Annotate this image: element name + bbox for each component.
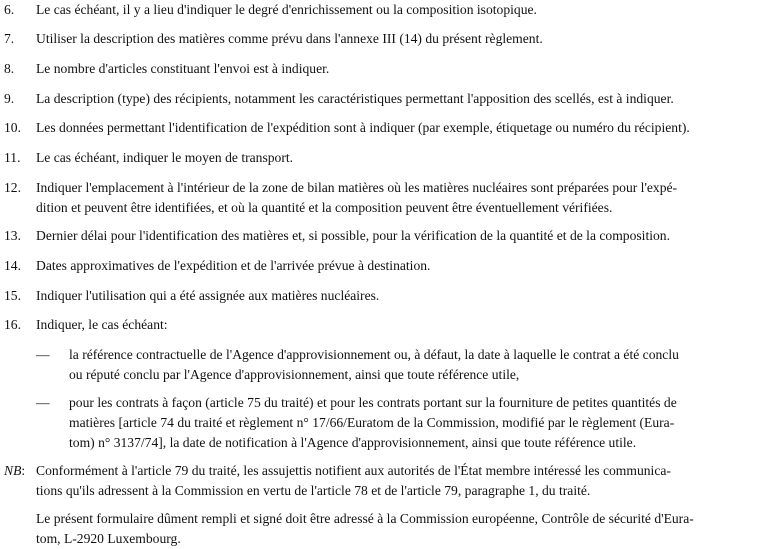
sub-item-text — [69, 393, 764, 453]
item-line: Indiquer, le cas échéant: — [36, 317, 168, 332]
item-number: 15. — [4, 288, 21, 303]
closing-line: tom, L-2920 Luxembourg. — [36, 531, 181, 546]
item-line: Les données permettant l'identification de l'expédition sont à indiquer (par exemple, étiquetage ou numéro du récipient). — [36, 120, 690, 135]
nb-label-text: NB — [4, 463, 22, 478]
item-number: 11. — [4, 150, 21, 165]
item-line: Dernier délai pour l'identification des matières et, si possible, pour la vérification de la quantité et de la composition. — [36, 228, 670, 243]
item-number: 6. — [4, 2, 15, 17]
item-number: 16. — [4, 317, 21, 332]
item-line: pour les contrats à façon (article 75 du traité) et pour les contrats portant sur la fourniture de petites quantités de — [69, 395, 677, 410]
item-number: 9. — [4, 91, 15, 106]
item-text — [36, 89, 764, 109]
item-text — [36, 315, 764, 335]
item-number: 12. — [4, 180, 21, 195]
nb-colon: : — [21, 463, 26, 478]
item-line: Indiquer l'utilisation qui a été assignée aux matières nucléaires. — [36, 288, 380, 303]
closing-text — [36, 509, 764, 549]
item-text — [36, 118, 764, 138]
item-line: Utiliser la description des matières comme prévu dans l'annexe III (14) du présent règlement. — [36, 31, 543, 46]
dash-bullet: — — [36, 395, 50, 410]
item-line: Le cas échéant, indiquer le moyen de transport. — [36, 150, 294, 165]
item-text — [36, 256, 764, 276]
item-number: 14. — [4, 258, 21, 273]
item-line: Le nombre d'articles constituant l'envoi est à indiquer. — [36, 61, 330, 76]
closing-line: Le présent formulaire dûment rempli et signé doit être adressé à la Commission européenne, Contrôle de sécurité d'Eura- — [36, 511, 694, 526]
nb-line: Conformément à l'article 79 du traité, les assujettis notifient aux autorités de l'État membre intéressé les communica- — [36, 463, 671, 478]
item-number: 13. — [4, 228, 21, 243]
item-number: 8. — [4, 61, 15, 76]
item-line: Dates approximatives de l'expédition et de l'arrivée prévue à destination. — [36, 258, 431, 273]
item-line: tom) n° 3137/74], la date de notification à l'Agence d'approvisionnement, ainsi que toute référence utile. — [69, 435, 637, 450]
item-text — [36, 286, 764, 306]
item-line: Le cas échéant, il y a lieu d'indiquer le degré d'enrichissement ou la composition isotopique. — [36, 2, 537, 17]
item-text — [36, 29, 764, 49]
item-line: la référence contractuelle de l'Agence d'approvisionnement ou, à défaut, la date à laquelle le contrat a été conclu — [69, 347, 679, 362]
nb-text — [36, 461, 764, 501]
item-line: dition et peuvent être identifiées, et où la quantité et la composition peuvent être éventuellement vérifiées. — [36, 200, 613, 215]
item-number: 7. — [4, 31, 15, 46]
sub-item-text — [69, 345, 764, 385]
item-line: La description (type) des récipients, notamment les caractéristiques permettant l'apposition des scellés, est à indiquer. — [36, 91, 674, 106]
item-text — [36, 59, 764, 79]
item-number: 10. — [4, 120, 21, 135]
item-text — [36, 226, 764, 246]
dash-bullet: — — [36, 347, 50, 362]
nb-line: tions qu'ils adressent à la Commission en vertu de l'article 78 et de l'article 79, paragraphe 1, du traité. — [36, 483, 591, 498]
item-text — [36, 148, 764, 168]
nb-label — [4, 461, 25, 481]
item-line: Indiquer l'emplacement à l'intérieur de la zone de bilan matières où les matières nucléaires sont préparées pour l'expé- — [36, 180, 678, 195]
item-line: ou réputé conclu par l'Agence d'approvisionnement, ainsi que toute référence utile, — [69, 367, 520, 382]
item-text — [36, 178, 764, 218]
item-line: matières [article 74 du traité et règlement n° 17/66/Euratom de la Commission, modifié par le règlement (Eura- — [69, 415, 675, 430]
item-text — [36, 0, 764, 20]
